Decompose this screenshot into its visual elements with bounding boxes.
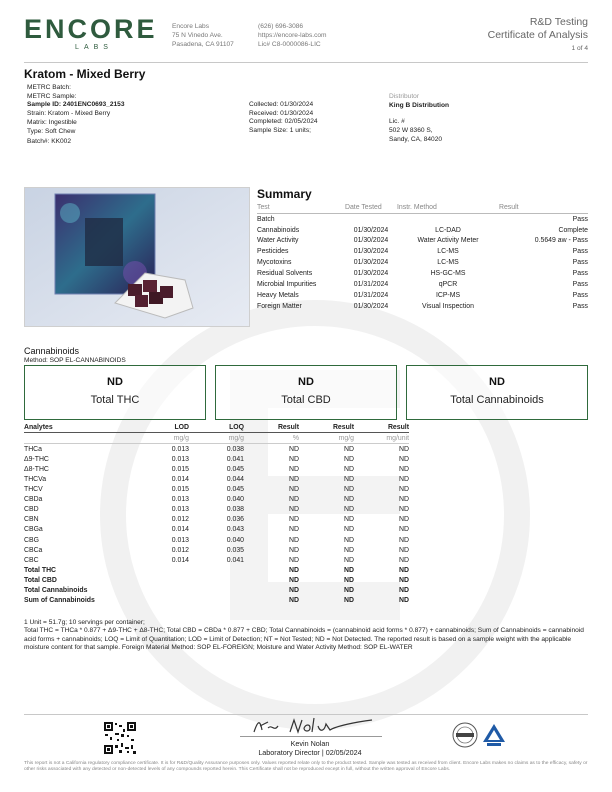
summary-result: Pass <box>572 270 588 278</box>
analyte-name: CBGa <box>24 526 43 534</box>
pjla-badge-graphic <box>481 722 507 748</box>
meta-label: METRC Batch: <box>27 84 71 91</box>
meta-label: METRC Sample: <box>27 92 77 100</box>
summary-date: 01/30/2024 <box>353 248 389 256</box>
meta-row <box>27 138 237 147</box>
document-header <box>488 16 588 52</box>
lab-name: Encore Labs <box>172 23 210 30</box>
unit-cell: % <box>244 433 299 444</box>
notes-units: 1 Unit = 51.7g; 10 servings per container; <box>24 619 145 626</box>
analyte-loq: 0.038 <box>226 506 244 514</box>
product-photo-image <box>25 188 249 326</box>
analyte-result-percent: ND <box>289 556 299 564</box>
analyte-row <box>24 515 409 525</box>
meta-row <box>27 93 237 102</box>
summary-result: Pass <box>572 302 588 310</box>
analyte-result-mgunit: ND <box>399 445 409 453</box>
disclaimer: This report is not a California regulatory compliance certificate. It is for R&D/Quality Assurance purposes only. Values reported relate only to the product tested. Sample was tested as received from client. Encore Labs makes no claims as to the efficacy, safety or other risks associated with any detected or non-detected levels of any compounds reported herein. This Certificate shall not be reproduced except in full, without the written approval of Encore Labs. <box>24 761 588 772</box>
signer-name: Kevin Nolan <box>290 739 330 748</box>
unit-cell: mg/g <box>189 433 244 444</box>
summary-row <box>257 279 588 290</box>
analyte-result-percent: ND <box>289 587 299 594</box>
meta-row <box>27 128 237 137</box>
analyte-loq: 0.045 <box>226 465 244 473</box>
sample-meta <box>27 84 237 147</box>
summary-method: ICP-MS <box>435 291 461 299</box>
summary-test: Residual Solvents <box>257 270 313 278</box>
analyte-name: THCVa <box>24 475 47 483</box>
total-cbd-box <box>215 365 397 420</box>
analyte-row <box>24 485 409 495</box>
col-result-mgunit: Result <box>354 422 409 433</box>
analyte-loq <box>189 586 244 596</box>
qr-code-icon[interactable] <box>103 721 137 755</box>
analyte-loq <box>189 596 244 606</box>
summary-method <box>397 213 499 224</box>
analyte-loq: 0.043 <box>226 526 244 534</box>
summary-test: Cannabinoids <box>257 226 300 234</box>
analyte-result-mgg: ND <box>344 576 354 584</box>
date-label: Completed: <box>249 118 283 126</box>
summary-date: 01/30/2024 <box>353 270 389 278</box>
col-result-mgg: Result <box>299 422 354 433</box>
unit-cell: mg/g <box>134 433 189 444</box>
distributor-license: Lic. # <box>389 118 405 126</box>
analyte-name: Total Cannabinoids <box>24 587 88 594</box>
summary-row <box>257 290 588 301</box>
analyte-lod <box>134 575 189 585</box>
analyte-name: Δ9-THC <box>24 455 49 463</box>
lab-contact <box>258 22 327 49</box>
analyte-result-mgunit: ND <box>399 475 409 483</box>
distributor-address-line2: Sandy, CA, 84020 <box>389 135 443 143</box>
col-loq: LOQ <box>189 422 244 433</box>
units-row <box>24 433 409 444</box>
analyte-lod <box>134 565 189 575</box>
analytes-header-row <box>24 422 409 433</box>
analyte-row <box>24 555 409 565</box>
analyte-result-mgg: ND <box>344 516 354 524</box>
analyte-loq: 0.036 <box>226 516 244 524</box>
analyte-result-mgg: ND <box>344 526 354 534</box>
analyte-lod: 0.012 <box>171 516 189 524</box>
analyte-name: CBDa <box>24 496 43 504</box>
analyte-result-mgunit: ND <box>399 455 409 463</box>
date-row <box>249 127 379 136</box>
meta-row <box>27 84 237 93</box>
analyte-name: Total THC <box>24 566 57 574</box>
summary-row <box>257 213 588 224</box>
analyte-loq <box>189 575 244 585</box>
summary-method: Water Activity Meter <box>417 237 479 245</box>
summary-method: HS-GC-MS <box>430 270 466 278</box>
signature-line <box>240 736 382 737</box>
summary-row <box>257 257 588 268</box>
ilac-mra-badge-graphic <box>452 722 478 748</box>
analyte-result-mgg: ND <box>344 587 354 594</box>
analyte-result-percent: ND <box>289 475 299 483</box>
analyte-lod: 0.014 <box>171 475 189 483</box>
date-row <box>249 101 379 110</box>
analyte-loq: 0.045 <box>226 486 244 494</box>
analyte-result-mgunit: ND <box>399 506 409 514</box>
total-cannabinoids-value: ND <box>489 376 505 388</box>
col-lod: LOD <box>134 422 189 433</box>
analyte-name: CBCa <box>24 546 43 554</box>
summary-row <box>257 301 588 312</box>
cannabinoids-table <box>24 422 409 606</box>
meta-value: Kratom - Mixed Berry <box>47 110 111 118</box>
meta-label: Matrix: <box>27 118 47 126</box>
analyte-result-mgunit: ND <box>399 546 409 554</box>
analyte-name: THCV <box>24 486 43 494</box>
analyte-lod: 0.013 <box>171 455 189 463</box>
notes <box>24 619 588 653</box>
analyte-result-mgg: ND <box>344 536 354 544</box>
summary-result: Pass <box>572 259 588 267</box>
summary-col-test: Test <box>257 202 345 213</box>
analyte-lod <box>134 586 189 596</box>
total-row <box>24 565 409 575</box>
header-divider <box>24 62 588 63</box>
summary-method: LC-MS <box>437 259 459 267</box>
lab-website[interactable]: https://encore-labs.com <box>258 32 327 39</box>
summary-method: LC-MS <box>437 248 459 256</box>
meta-value: Soft Chew <box>44 127 76 135</box>
analyte-name: CBG <box>24 536 39 544</box>
signer-title: Laboratory Director | 02/05/2024 <box>258 747 362 757</box>
summary-result: Pass <box>572 248 588 256</box>
analyte-result-percent: ND <box>289 506 299 514</box>
analyte-name: THCa <box>24 445 42 453</box>
logo-wordmark: ENCORE <box>24 14 158 44</box>
analyte-loq <box>189 565 244 575</box>
total-thc-box <box>24 365 206 420</box>
signature-image <box>246 714 376 738</box>
summary-test: Heavy Metals <box>257 291 299 299</box>
analyte-result-mgg: ND <box>344 597 354 605</box>
date-row <box>249 110 379 119</box>
analyte-result-mgg: ND <box>344 486 354 494</box>
summary-row <box>257 247 588 258</box>
analyte-row <box>24 464 409 474</box>
summary-result: 0.5649 aw - Pass <box>534 237 588 245</box>
analyte-result-percent: ND <box>289 486 299 494</box>
summary-method: Visual Inspection <box>422 302 474 310</box>
analyte-result-percent: ND <box>289 576 299 584</box>
summary-header-row <box>257 202 588 213</box>
analyte-loq: 0.038 <box>226 445 244 453</box>
summary-date: 01/30/2024 <box>353 302 389 310</box>
notes-definitions: Total THC = THCa * 0.877 + Δ9-THC + Δ8-THC; Total CBD = CBDa * 0.877 + CBD; Total Cannabinoids = (cannabinoid acid forms * 0.877) + cannabinoids; Sum of Cannabinoids = cannabinoid acid forms + cannabinoids; LOQ = Limit of Quantitation; LOD = Limit of Detection; NT = Not Tested; ND = Not Detected. The reported result is based on a sample weight with the applicable moisture content for that sample. Foreign Material Method: SOP EL-FOREIGN; Moisture and Water Activity Method: SOP EL-WATER <box>24 627 584 652</box>
lab-address <box>172 22 234 49</box>
summary-date: 01/31/2024 <box>353 291 389 299</box>
signer-block <box>215 740 405 758</box>
summary-test: Microbial Impurities <box>257 281 317 289</box>
date-label: Collected: <box>249 101 279 108</box>
summary-test: Pesticides <box>257 248 289 256</box>
date-value: 01/30/2024 <box>280 101 314 108</box>
summary-date: 01/31/2024 <box>353 281 389 289</box>
meta-label: Sample ID: <box>27 101 62 109</box>
total-cbd-value: ND <box>298 376 314 388</box>
analyte-result-mgg: ND <box>344 556 354 564</box>
analyte-loq: 0.041 <box>226 455 244 463</box>
analyte-row <box>24 535 409 545</box>
analyte-name: Δ8-THC <box>24 465 49 473</box>
summary-col-date: Date Tested <box>345 202 397 213</box>
analyte-result-percent: ND <box>289 496 299 504</box>
meta-row <box>27 119 237 128</box>
analyte-loq: 0.040 <box>226 496 244 504</box>
analyte-result-percent: ND <box>289 516 299 524</box>
summary-row <box>257 268 588 279</box>
unit-cell: mg/unit <box>354 433 409 444</box>
distributor-name: King B Distribution <box>389 101 450 109</box>
analyte-result-percent: ND <box>289 465 299 473</box>
product-photo <box>24 187 250 327</box>
summary-test: Mycotoxins <box>257 259 292 267</box>
summary-row <box>257 236 588 247</box>
analyte-lod: 0.013 <box>171 445 189 453</box>
analyte-row <box>24 545 409 555</box>
analyte-name: CBN <box>24 516 39 524</box>
analyte-lod: 0.014 <box>171 556 189 564</box>
analyte-result-mgg: ND <box>344 546 354 554</box>
total-row <box>24 596 409 606</box>
distributor-block <box>389 93 579 145</box>
analyte-row <box>24 505 409 515</box>
analyte-result-mgunit: ND <box>399 516 409 524</box>
cannabinoids-method: Method: SOP EL-CANNABINOIDS <box>24 357 126 364</box>
analyte-loq: 0.044 <box>226 475 244 483</box>
total-cbd-label: Total CBD <box>281 394 331 406</box>
analyte-lod: 0.013 <box>171 496 189 504</box>
encore-labs-logo <box>24 14 164 54</box>
meta-value: KK002 <box>51 138 72 146</box>
product-title: Kratom - Mixed Berry <box>24 67 146 81</box>
analyte-result-mgunit: ND <box>399 465 409 473</box>
analyte-result-percent: ND <box>289 526 299 534</box>
ilac-mra-badge-icon <box>452 722 478 748</box>
total-row <box>24 575 409 585</box>
summary-method: LC-DAD <box>435 226 461 234</box>
analyte-loq: 0.040 <box>226 536 244 544</box>
analyte-result-mgunit: ND <box>399 597 409 605</box>
meta-value: Ingestible <box>48 118 77 126</box>
analyte-lod <box>134 596 189 606</box>
total-cannabinoids-label: Total Cannabinoids <box>450 394 544 406</box>
analyte-row <box>24 454 409 464</box>
date-value: 02/05/2024 <box>284 118 318 126</box>
analyte-result-mgg: ND <box>344 475 354 483</box>
meta-row <box>27 110 237 119</box>
col-analytes: Analytes <box>24 422 134 433</box>
total-thc-label: Total THC <box>90 394 140 406</box>
analyte-result-mgg: ND <box>344 455 354 463</box>
logo-sub: LABS <box>75 44 113 51</box>
analyte-result-percent: ND <box>289 445 299 453</box>
unit-cell: mg/g <box>299 433 354 444</box>
summary-test: Foreign Matter <box>257 302 302 310</box>
total-cannabinoids-box <box>406 365 588 420</box>
total-row <box>24 586 409 596</box>
lab-phone: (626) 696-3086 <box>258 23 304 30</box>
signature-graphic <box>246 714 376 738</box>
col-result-percent: Result <box>244 422 299 433</box>
summary-col-result: Result <box>499 202 588 213</box>
analyte-row <box>24 495 409 505</box>
analyte-row <box>24 525 409 535</box>
summary-date: 01/30/2024 <box>353 259 389 267</box>
lab-city: Pasadena, CA 91107 <box>172 41 234 48</box>
analyte-result-percent: ND <box>289 536 299 544</box>
analyte-result-mgunit: ND <box>399 526 409 534</box>
qr-code-graphic <box>103 721 137 755</box>
report-title: Certificate of Analysis <box>487 29 588 41</box>
analyte-lod: 0.015 <box>171 465 189 473</box>
analyte-result-mgg: ND <box>344 506 354 514</box>
summary-title: Summary <box>257 187 312 201</box>
analyte-lod: 0.014 <box>171 526 189 534</box>
analyte-result-mgunit: ND <box>399 536 409 544</box>
sample-id: 2401ENC0693_2153 <box>62 101 125 109</box>
distributor-address-line1: 502 W 8360 S, <box>389 127 433 135</box>
date-value: 01/30/2024 <box>280 109 314 117</box>
summary-row <box>257 225 588 236</box>
meta-label: Batch#: <box>27 138 50 146</box>
lab-license: Lic# C8-0000086-LIC <box>258 41 321 48</box>
summary-method: qPCR <box>438 281 458 289</box>
distributor-label: Distributor <box>389 93 420 100</box>
summary-result: Pass <box>572 215 588 223</box>
analyte-result-mgunit: ND <box>399 556 409 564</box>
analyte-row <box>24 444 409 455</box>
analyte-lod: 0.013 <box>171 506 189 514</box>
page-number: 1 of 4 <box>571 45 588 52</box>
analyte-lod: 0.012 <box>171 546 189 554</box>
summary-date: 01/30/2024 <box>353 237 389 245</box>
analyte-result-mgunit: ND <box>399 587 409 594</box>
analyte-result-mgunit: ND <box>399 486 409 494</box>
analyte-result-mgg: ND <box>344 496 354 504</box>
cannabinoids-title: Cannabinoids <box>24 346 80 356</box>
summary-test: Water Activity <box>257 237 299 245</box>
date-label: Sample Size: <box>249 127 288 135</box>
summary-table <box>257 202 588 312</box>
analyte-name: Sum of Cannabinoids <box>24 597 95 605</box>
analyte-result-percent: ND <box>289 455 299 463</box>
analyte-name: Total CBD <box>24 576 57 584</box>
analyte-row <box>24 474 409 484</box>
sample-dates <box>249 101 379 136</box>
date-value: 1 units; <box>289 127 311 135</box>
analyte-name: CBC <box>24 556 39 564</box>
analyte-result-percent: ND <box>289 566 299 574</box>
analyte-result-percent: ND <box>289 597 299 605</box>
report-type: R&D Testing <box>529 16 588 28</box>
summary-result: Complete <box>558 226 588 234</box>
summary-col-method: Instr. Method <box>397 202 499 213</box>
analyte-result-mgunit: ND <box>399 576 409 584</box>
analyte-result-mgunit: ND <box>399 496 409 504</box>
summary-test: Batch <box>257 215 275 223</box>
meta-label: Type: <box>27 127 44 135</box>
meta-label: Strain: <box>27 110 47 118</box>
analyte-result-mgunit: ND <box>399 566 409 574</box>
analyte-result-mgg: ND <box>344 465 354 473</box>
summary-result: Pass <box>572 291 588 299</box>
meta-row <box>27 101 237 110</box>
analyte-result-mgg: ND <box>344 566 354 574</box>
summary-result: Pass <box>572 281 588 289</box>
unit-cell <box>24 433 134 444</box>
pjla-badge-icon <box>481 722 507 748</box>
date-row <box>249 118 379 127</box>
date-label: Received: <box>249 109 279 117</box>
total-thc-value: ND <box>107 376 123 388</box>
lab-street: 75 N Vinedo Ave. <box>172 32 223 39</box>
analyte-result-mgg: ND <box>344 445 354 453</box>
summary-date <box>345 213 397 224</box>
analyte-result-percent: ND <box>289 546 299 554</box>
analyte-loq: 0.041 <box>226 556 244 564</box>
analyte-name: CBD <box>24 506 39 514</box>
analyte-loq: 0.035 <box>226 546 244 554</box>
analyte-lod: 0.015 <box>171 486 189 494</box>
summary-date: 01/30/2024 <box>353 226 389 234</box>
analyte-lod: 0.013 <box>171 536 189 544</box>
